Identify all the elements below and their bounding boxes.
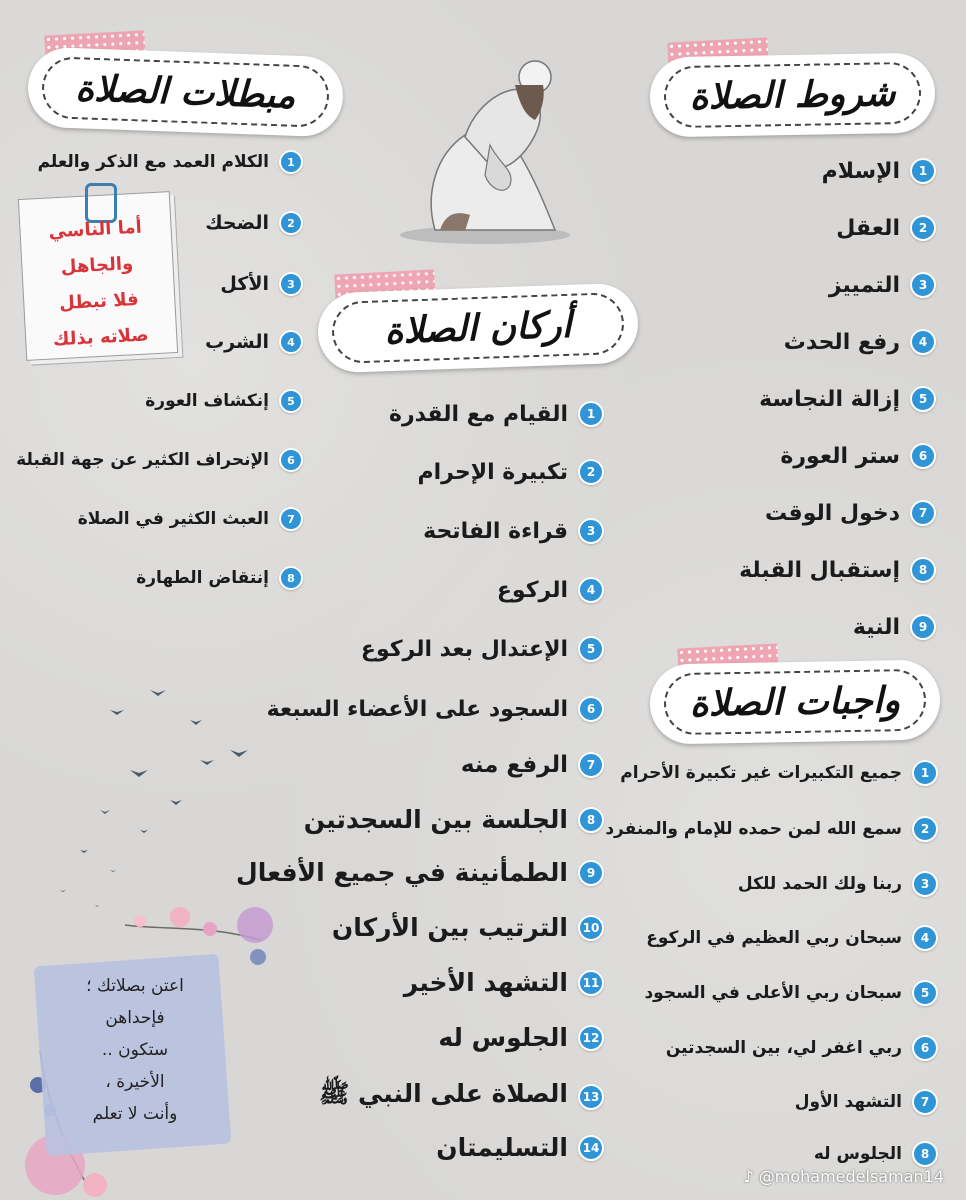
note-line: والجاهل xyxy=(60,253,134,278)
wajibat-item: 1 جميع التكبيرات غير تكبيرة الأحرام xyxy=(620,760,938,786)
number-badge: 4 xyxy=(912,925,938,951)
number-badge: 2 xyxy=(910,215,936,241)
mubtilat-item: 8 إنتقاض الطهارة xyxy=(136,566,303,590)
shurut-item: 5 إزالة النجاسة xyxy=(759,386,936,412)
number-badge: 3 xyxy=(578,518,604,544)
shurut-item: 7 دخول الوقت xyxy=(765,500,936,526)
mubtilat-title: مبطلات الصلاة xyxy=(27,47,345,138)
number-badge: 7 xyxy=(578,752,604,778)
number-badge: 8 xyxy=(578,807,604,833)
number-badge: 4 xyxy=(279,330,303,354)
number-badge: 1 xyxy=(279,150,303,174)
number-badge: 5 xyxy=(578,636,604,662)
mubtilat-item: 7 العبث الكثير في الصلاة xyxy=(78,507,303,531)
mubtilat-item: 4 الشرب xyxy=(205,330,303,354)
wajibat-item: 3 ربنا ولك الحمد للكل xyxy=(738,871,938,897)
note-line: فلا تبطل xyxy=(58,288,140,315)
number-badge: 12 xyxy=(578,1025,604,1051)
number-badge: 7 xyxy=(910,500,936,526)
number-badge: 6 xyxy=(578,696,604,722)
number-badge: 7 xyxy=(912,1089,938,1115)
number-badge: 5 xyxy=(912,980,938,1006)
wajibat-title: واجبات الصلاة xyxy=(649,659,940,744)
watermark-handle: @mohamedelsaman14 xyxy=(758,1167,944,1186)
number-badge: 1 xyxy=(912,760,938,786)
arkan-item: 3 قراءة الفاتحة xyxy=(423,518,604,544)
arkan-item: 8 الجلسة بين السجدتين xyxy=(304,805,604,834)
mubtilat-item: 2 الضحك xyxy=(205,211,303,235)
quote-line: ستكون .. xyxy=(101,1040,169,1060)
wajibat-item: 6 ربي اغفر لي، بين السجدتين xyxy=(666,1035,938,1061)
number-badge: 8 xyxy=(912,1141,938,1167)
quote-text xyxy=(60,970,210,1130)
note-text xyxy=(18,208,177,360)
arkan-item: 9 الطمأنينة في جميع الأفعال xyxy=(236,858,604,887)
number-badge: 1 xyxy=(578,401,604,427)
number-badge: 11 xyxy=(578,970,604,996)
wajibat-item: 4 سبحان ربي العظيم في الركوع xyxy=(646,925,938,951)
shurut-item: 6 ستر العورة xyxy=(780,443,936,469)
quote-line: فإحداهن xyxy=(105,1008,165,1028)
arkan-item: 13 الصلاة على النبي ﷺ xyxy=(319,1078,604,1115)
number-badge: 8 xyxy=(910,557,936,583)
note-line: صلاته بذلك xyxy=(52,324,150,351)
mubtilat-item: 1 الكلام العمد مع الذكر والعلم xyxy=(38,150,303,174)
number-badge: 2 xyxy=(578,459,604,485)
arkan-item: 4 الركوع xyxy=(497,577,604,603)
mubtilat-item: 5 إنكشاف العورة xyxy=(145,389,303,413)
number-badge: 3 xyxy=(279,272,303,296)
arkan-item: 7 الرفع منه xyxy=(461,752,604,778)
mubtilat-item: 3 الأكل xyxy=(220,272,303,296)
tiktok-icon: ♪ xyxy=(743,1167,754,1186)
wajibat-item: 8 الجلوس له xyxy=(814,1141,938,1167)
arkan-title: أركان الصلاة xyxy=(317,282,640,373)
number-badge: 6 xyxy=(279,448,303,472)
note-line: أما الناسي xyxy=(48,216,143,243)
quote-line: اعتن بصلاتك ؛ xyxy=(86,976,184,996)
quote-line: الأخيرة ، xyxy=(105,1072,165,1092)
number-badge: 6 xyxy=(910,443,936,469)
number-badge: 10 xyxy=(578,915,604,941)
shurut-item: 3 التمييز xyxy=(829,272,936,298)
shurut-title: شروط الصلاة xyxy=(649,53,935,138)
arkan-item: 11 التشهد الأخير xyxy=(404,968,604,997)
number-badge: 4 xyxy=(910,329,936,355)
number-badge: 8 xyxy=(279,566,303,590)
number-badge: 7 xyxy=(279,507,303,531)
number-badge: 14 xyxy=(578,1135,604,1161)
birds-decoration xyxy=(40,680,250,920)
shurut-item: 2 العقل xyxy=(836,215,936,241)
wajibat-item: 7 التشهد الأول xyxy=(795,1089,938,1115)
number-badge: 2 xyxy=(279,211,303,235)
shurut-item: 9 النية xyxy=(853,614,936,640)
quote-line: وأنت لا تعلم xyxy=(92,1104,178,1124)
arkan-item: 12 الجلوس له xyxy=(438,1023,604,1052)
number-badge: 13 xyxy=(578,1084,604,1110)
number-badge: 9 xyxy=(910,614,936,640)
praying-man-illustration xyxy=(395,45,575,245)
number-badge: 9 xyxy=(578,860,604,886)
number-badge: 1 xyxy=(910,158,936,184)
number-badge: 4 xyxy=(578,577,604,603)
number-badge: 2 xyxy=(912,816,938,842)
shurut-item: 1 الإسلام xyxy=(822,158,936,184)
mubtilat-item: 6 الإنحراف الكثير عن جهة القبلة xyxy=(16,448,303,472)
shurut-item: 8 إستقبال القبلة xyxy=(739,557,936,583)
arkan-item: 1 القيام مع القدرة xyxy=(389,401,604,427)
number-badge: 3 xyxy=(912,871,938,897)
number-badge: 5 xyxy=(910,386,936,412)
arkan-item: 14 التسليمتان xyxy=(436,1133,604,1162)
number-badge: 6 xyxy=(912,1035,938,1061)
shurut-item: 4 رفع الحدث xyxy=(784,329,936,355)
number-badge: 5 xyxy=(279,389,303,413)
arkan-item: 10 الترتيب بين الأركان xyxy=(332,913,604,942)
wajibat-item: 5 سبحان ربي الأعلى في السجود xyxy=(644,980,938,1006)
number-badge: 3 xyxy=(910,272,936,298)
watermark xyxy=(743,1167,944,1186)
wajibat-item: 2 سمع الله لمن حمده للإمام والمنفرد xyxy=(605,816,938,842)
arkan-item: 2 تكبيرة الإحرام xyxy=(418,459,604,485)
arkan-item: 5 الإعتدال بعد الركوع xyxy=(361,636,604,662)
arkan-item: 6 السجود على الأعضاء السبعة xyxy=(267,696,604,722)
